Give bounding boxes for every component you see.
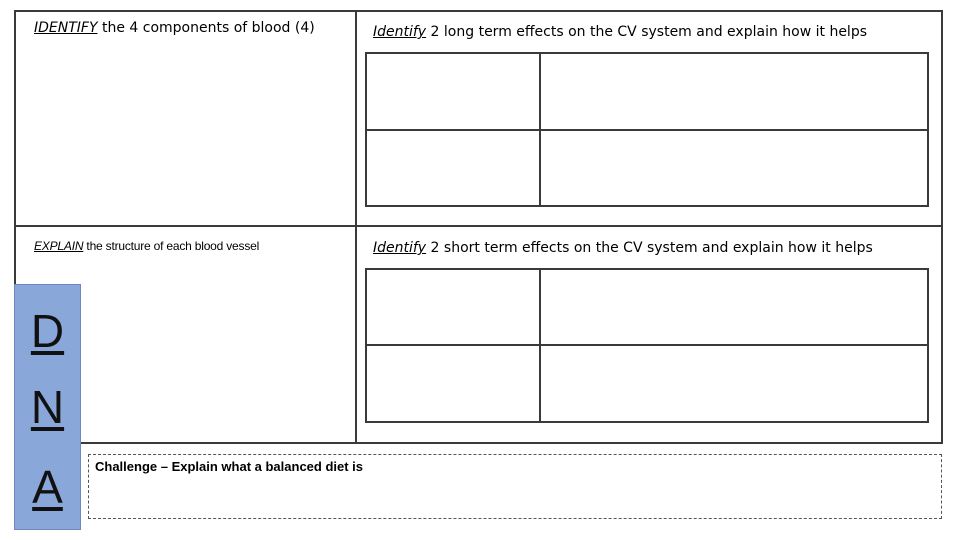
prompt-text: the 4 components of blood (4) (97, 20, 315, 36)
horizontal-divider (14, 225, 943, 227)
dna-letter-d: D (30, 305, 65, 357)
short-term-explanation-1-cell[interactable] (539, 268, 929, 346)
prompt-keyword: EXPLAIN (34, 239, 84, 253)
prompt-blood-vessel-structure (34, 237, 259, 255)
prompt-text: the structure of each blood vessel (83, 239, 260, 253)
vertical-divider (355, 10, 357, 444)
long-term-effect-2-cell[interactable] (365, 129, 541, 207)
prompt-text: 2 short term effects on the CV system and explain how it helps (426, 240, 873, 256)
prompt-long-term-effects (373, 23, 867, 41)
short-term-explanation-2-cell[interactable] (539, 344, 929, 423)
prompt-keyword: IDENTIFY (34, 20, 98, 36)
short-term-effect-1-cell[interactable] (365, 268, 541, 346)
dna-letter-n: N (30, 381, 65, 433)
prompt-short-term-effects (373, 239, 873, 257)
long-term-effect-1-cell[interactable] (365, 52, 541, 131)
dna-letter-a: A (32, 461, 63, 513)
prompt-components-of-blood (34, 19, 315, 37)
long-term-explanation-1-cell[interactable] (539, 52, 929, 131)
prompt-keyword: Identify (373, 24, 427, 40)
prompt-text: 2 long term effects on the CV system and explain how it helps (426, 24, 867, 40)
challenge-prompt: Challenge – Explain what a balanced diet is (95, 459, 364, 474)
dna-strip (14, 284, 81, 530)
long-term-explanation-2-cell[interactable] (539, 129, 929, 207)
prompt-keyword: Identify (373, 240, 427, 256)
short-term-effect-2-cell[interactable] (365, 344, 541, 423)
